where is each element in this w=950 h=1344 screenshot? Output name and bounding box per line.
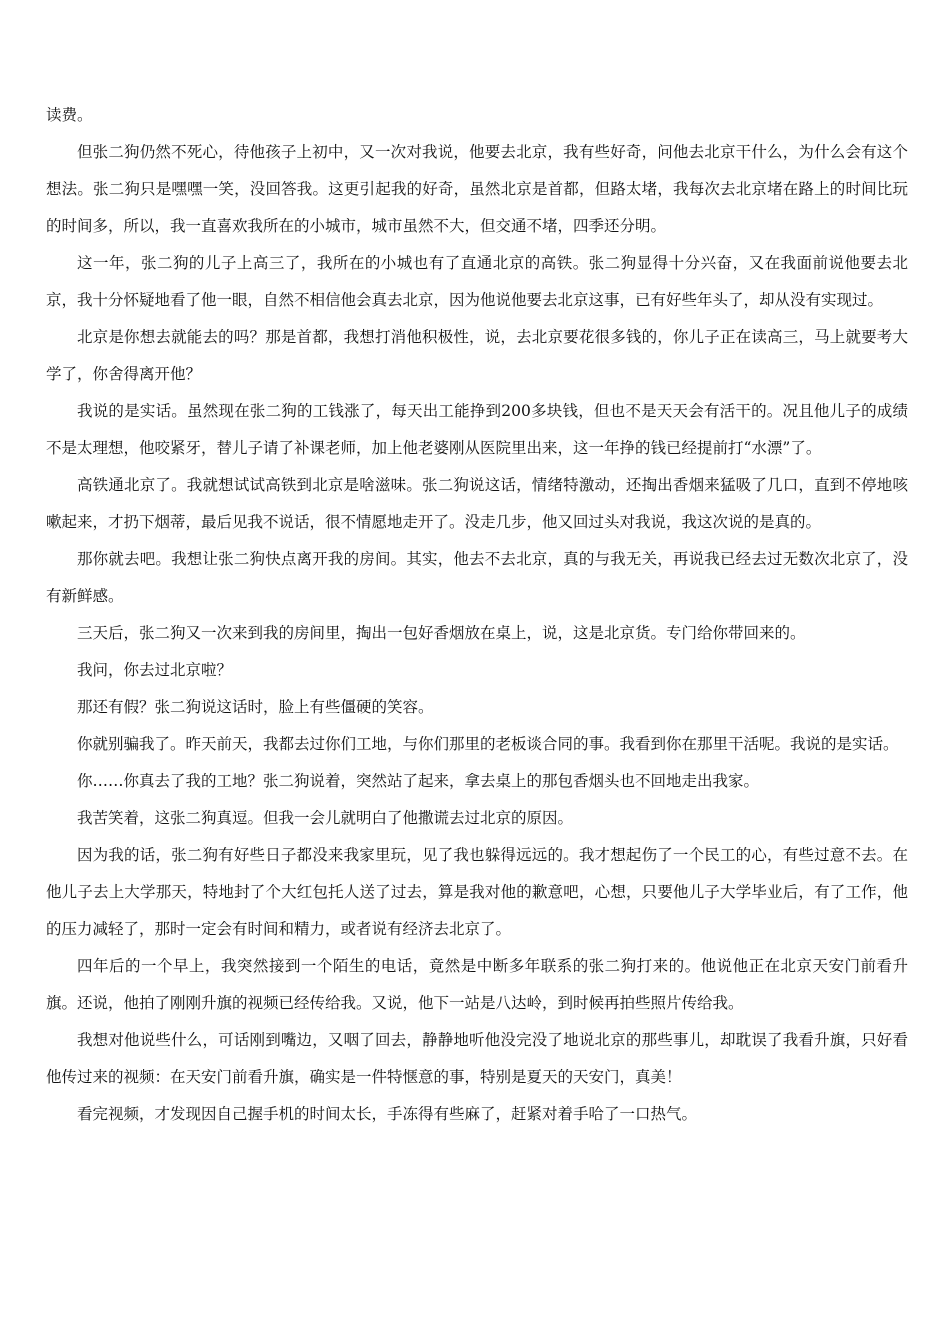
paragraph: 我说的是实话。虽然现在张二狗的工钱涨了，每天出工能挣到200多块钱，但也不是天天会有活干的。况且他儿子的成绩不是太理想，他咬紧牙，替儿子请了补课老师，加上他老婆刚从医院里出来，这一年挣的钱已经提前打“水漂”了。 (46, 402, 908, 457)
paragraph: 看完视频，才发现因自己握手机的时间太长，手冻得有些麻了，赶紧对着手哈了一口热气。 (77, 1105, 698, 1123)
paragraph: 高铁通北京了。我就想试试高铁到北京是啥滋味。张二狗说这话，情绪特激动，还掏出香烟来猛吸了几口，直到不停地咳嗽起来，才扔下烟蒂，最后见我不说话，很不情愿地走开了。没走几步，他又回过头对我说，我这次说的是真的。 (46, 476, 908, 531)
paragraph: 北京是你想去就能去的吗？那是首都，我想打消他积极性，说，去北京要花很多钱的，你儿子正在读高三，马上就要考大学了，你舍得离开他？ (46, 328, 908, 383)
paragraph: 我问，你去过北京啦？ (77, 661, 233, 679)
story-text (46, 97, 908, 1133)
paragraph: 你……你真去了我的工地？张二狗说着，突然站了起来，拿去桌上的那包香烟头也不回地走出我家。 (77, 772, 760, 790)
paragraph: 你就别骗我了。昨天前天，我都去过你们工地，与你们那里的老板谈合同的事。我看到你在那里干活呢。我说的是实话。 (77, 735, 899, 753)
paragraph: 我想对他说些什么，可话刚到嘴边，又咽了回去，静静地听他没完没了地说北京的那些事儿，却耽误了我看升旗，只好看他传过来的视频：在天安门前看升旗，确实是一件特惬意的事，特别是夏天的天安门，真美！ (46, 1031, 908, 1086)
paragraph: 读费。 (46, 106, 93, 124)
paragraph: 因为我的话，张二狗有好些日子都没来我家里玩，见了我也躲得远远的。我才想起伤了一个民工的心，有些过意不去。在他儿子去上大学那天，特地封了个大红包托人送了过去，算是我对他的歉意吧，心想，只要他儿子大学毕业后，有了工作，他的压力减轻了，那时一定会有时间和精力，或者说有经济去北京了。 (46, 846, 908, 938)
paragraph: 四年后的一个早上，我突然接到一个陌生的电话，竟然是中断多年联系的张二狗打来的。他说他正在北京天安门前看升旗。还说，他拍了刚刚升旗的视频已经传给我。又说，他下一站是八达岭，到时候再拍些照片传给我。 (46, 957, 908, 1012)
paragraph: 但张二狗仍然不死心，待他孩子上初中，又一次对我说，他要去北京，我有些好奇，问他去北京干什么，为什么会有这个想法。张二狗只是嘿嘿一笑，没回答我。这更引起我的好奇，虽然北京是首都，但路太堵，我每次去北京堵在路上的时间比玩的时间多，所以，我一直喜欢我所在的小城市，城市虽然不大，但交通不堵，四季还分明。 (46, 143, 908, 235)
paragraph: 我苦笑着，这张二狗真逗。但我一会儿就明白了他撒谎去过北京的原因。 (77, 809, 574, 827)
paragraph: 三天后，张二狗又一次来到我的房间里，掏出一包好香烟放在桌上，说，这是北京货。专门给你带回来的。 (77, 624, 806, 642)
paragraph: 这一年，张二狗的儿子上高三了，我所在的小城也有了直通北京的高铁。张二狗显得十分兴奋，又在我面前说他要去北京，我十分怀疑地看了他一眼，自然不相信他会真去北京，因为他说他要去北京这事，已有好些年头了，却从没有实现过。 (46, 254, 908, 309)
paragraph: 那你就去吧。我想让张二狗快点离开我的房间。其实，他去不去北京，真的与我无关，再说我已经去过无数次北京了，没有新鲜感。 (46, 550, 908, 605)
paragraph: 那还有假？张二狗说这话时，脸上有些僵硬的笑容。 (77, 698, 434, 716)
